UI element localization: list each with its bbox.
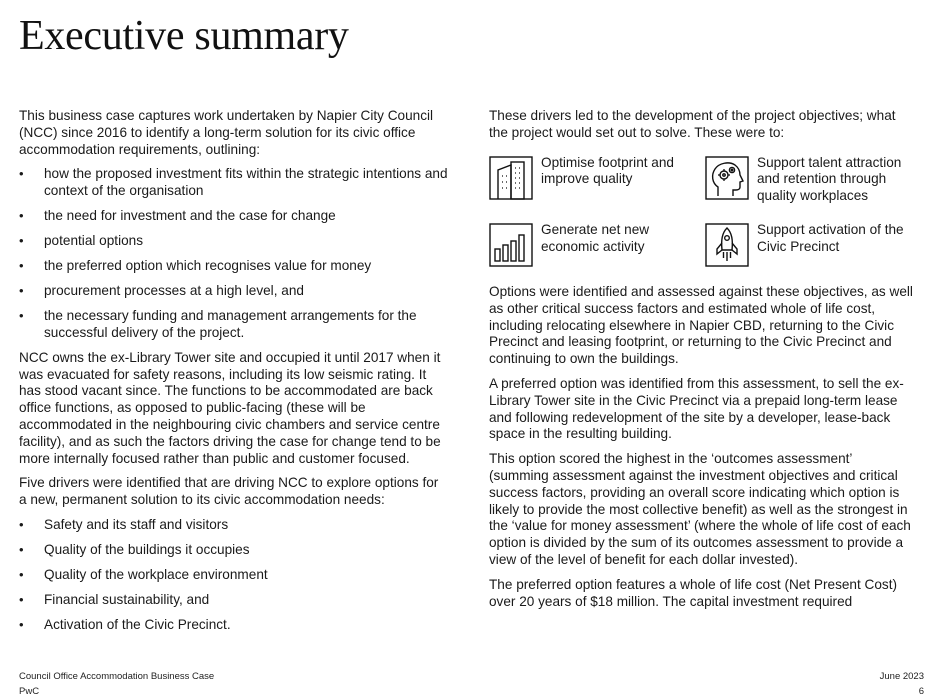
list-item: • the need for investment and the case for change [19,208,449,225]
objectives-grid [489,155,914,267]
list-item: • Safety and its staff and visitors [19,517,449,534]
objective-activation [705,222,905,267]
intro-paragraph: This business case captures work undertaken by Napier City Council (NCC) since 2016 to identify a long-term solution for its civic office accommodation requirements, outlining: [19,108,434,157]
assessment-paragraph: This option scored the highest in the ‘outcomes assessment’ (summing assessment against the investment objectives and critical success factors, providing an overall score indicating which option is likely to provide the most collective benefit) as well as the strongest in the ‘value for money assessment’ (where the whole of life cost of each option is divided by the sum of its outcomes assessment to provide a view of the level of benefit for each dollar invested). [489,451,911,567]
list-item: • Financial sustainability, and [19,592,449,609]
objective-footprint [489,155,705,205]
list-item: • procurement processes at a high level, and [19,283,449,300]
list-item: • the necessary funding and management arrangements for the successful delivery of the project. [19,308,449,342]
preferred-option-paragraph: A preferred option was identified from this assessment, to sell the ex-Library Tower site in the Civic Precinct via a prepaid long-term lease and following redevelopment of the site by a developer, lease-back space in the resulting building. [489,375,904,442]
footer-page-number: 6 [918,686,924,697]
footer-document-title: Council Office Accommodation Business Case [19,671,215,682]
bar-chart-icon [489,223,533,267]
outline-list [19,166,449,341]
rocket-icon [705,223,749,267]
list-item: • Quality of the workplace environment [19,567,449,584]
options-paragraph: Options were identified and assessed against these objectives, as well as other critical success factors and estimated whole of life cost, including relocating elsewhere in Napier CBD, returning to the Civic Precinct and leasing footprint, or returning to the Civic Precinct and continuing to own the buildings. [489,283,913,367]
right-column [489,108,914,618]
footer-company: PwC [19,686,40,697]
head-gears-icon [705,156,749,200]
list-item: • Activation of the Civic Precinct. [19,617,449,634]
list-item: • the preferred option which recognises value for money [19,258,449,275]
objective-talent [705,155,905,205]
objectives-intro-paragraph: These drivers led to the development of the project objectives; what the project would set out to solve. These were to: [489,108,896,140]
building-icon [489,156,533,200]
drivers-list [19,517,449,634]
list-item: • Quality of the buildings it occupies [19,542,449,559]
list-item: • potential options [19,233,449,250]
objective-economic [489,222,705,267]
objective-label: Generate net new economic activity [541,221,650,254]
site-paragraph: NCC owns the ex-Library Tower site and occupied it until 2017 when it was evacuated for safety reasons, including its low seismic rating. It has stood vacant since. The functions to be accommodated are back office functions, as opposed to public-facing (these will be accommodated in the neighbouring civic chambers and service centre facility), and as such the factors driving the case for change tend to be more internally focused rather than public and customer focused. [19,349,441,466]
list-item: • how the proposed investment fits within the strategic intentions and context of the organisation [19,166,449,200]
drivers-intro-paragraph: Five drivers were identified that are driving NCC to explore options for a new, permanent solution to its civic accommodation needs: [19,475,439,508]
page-title: Executive summary [19,13,349,59]
objective-label: Support talent attraction and retention through quality workplaces [757,154,902,204]
objective-label: Support activation of the Civic Precinct [757,221,904,254]
objective-label: Optimise footprint and improve quality [541,154,674,187]
footer-date: June 2023 [879,671,924,682]
cost-paragraph: The preferred option features a whole of life cost (Net Present Cost) over 20 years of $18 million. The capital investment required [489,576,898,609]
left-column [19,108,449,642]
